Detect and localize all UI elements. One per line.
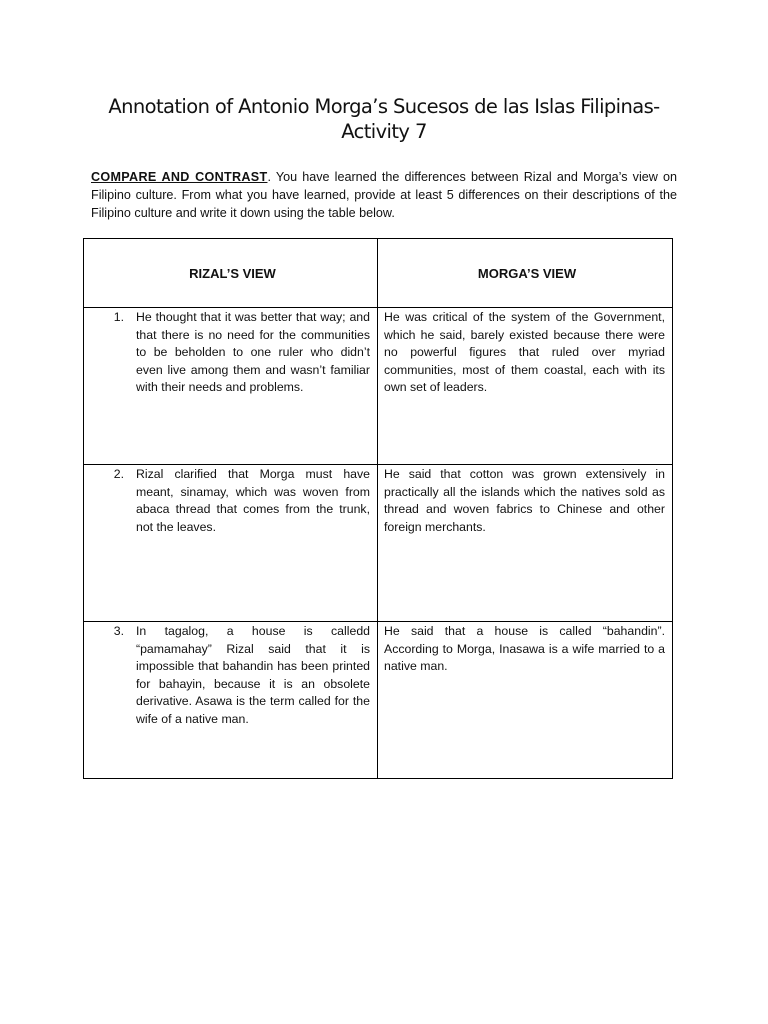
title-line-2: Activity 7 — [341, 120, 427, 143]
rizal-cell — [84, 465, 378, 622]
morga-cell — [378, 465, 673, 622]
table-row — [84, 465, 673, 622]
rizal-cell — [84, 622, 378, 779]
morga-view-text: He was critical of the system of the Government, which he said, barely existed because there were no powerful figures that ruled over myriad communities, most of them coastal, each with its own set of leaders. — [384, 310, 665, 394]
header-rizal-view: RIZAL’S VIEW — [84, 239, 378, 308]
morga-view-text: He said that cotton was grown extensively in practically all the islands which the natives sold as thread and woven fabrics to Chinese and other foreign merchants. — [384, 467, 665, 534]
instructions-text: . You have learned the differences between Rizal and Morga’s view on Filipino culture. From what you have learned, provide at least 5 differences on their descriptions of the Filipino culture and write it down using the table below. — [91, 170, 677, 220]
rizal-view-text: He thought that it was better that way; and that there is no need for the communities to be beholden to one ruler who didn’t even live among them and wasn’t familiar with their needs and problems. — [136, 310, 370, 394]
morga-view-text: He said that a house is called “bahandin”. According to Morga, Inasawa is a wife married to a native man. — [384, 624, 665, 673]
instructions-lead: COMPARE AND CONTRAST — [91, 170, 268, 184]
rizal-cell — [84, 308, 378, 465]
comparison-table — [83, 238, 673, 779]
item-number: 1. — [113, 310, 124, 324]
page-title — [0, 94, 768, 144]
item-number: 2. — [113, 467, 124, 481]
morga-cell — [378, 308, 673, 465]
title-line-1: Annotation of Antonio Morga’s Sucesos de las Islas Filipinas- — [108, 95, 660, 118]
morga-cell — [378, 622, 673, 779]
table-row — [84, 308, 673, 465]
table-header-row — [84, 239, 673, 308]
rizal-view-text: Rizal clarified that Morga must have meant, sinamay, which was woven from abaca thread that comes from the trunk, not the leaves. — [136, 467, 370, 534]
rizal-view-text: In tagalog, a house is calledd “pamamahay” Rizal said that it is impossible that bahandin has been printed for bahayin, because it is an obsolete derivative. Asawa is the term called for the wife of a native man. — [136, 624, 370, 726]
table-row — [84, 622, 673, 779]
instructions-paragraph — [91, 168, 677, 222]
item-number: 3. — [113, 624, 124, 638]
header-morga-view: MORGA’S VIEW — [378, 239, 673, 308]
